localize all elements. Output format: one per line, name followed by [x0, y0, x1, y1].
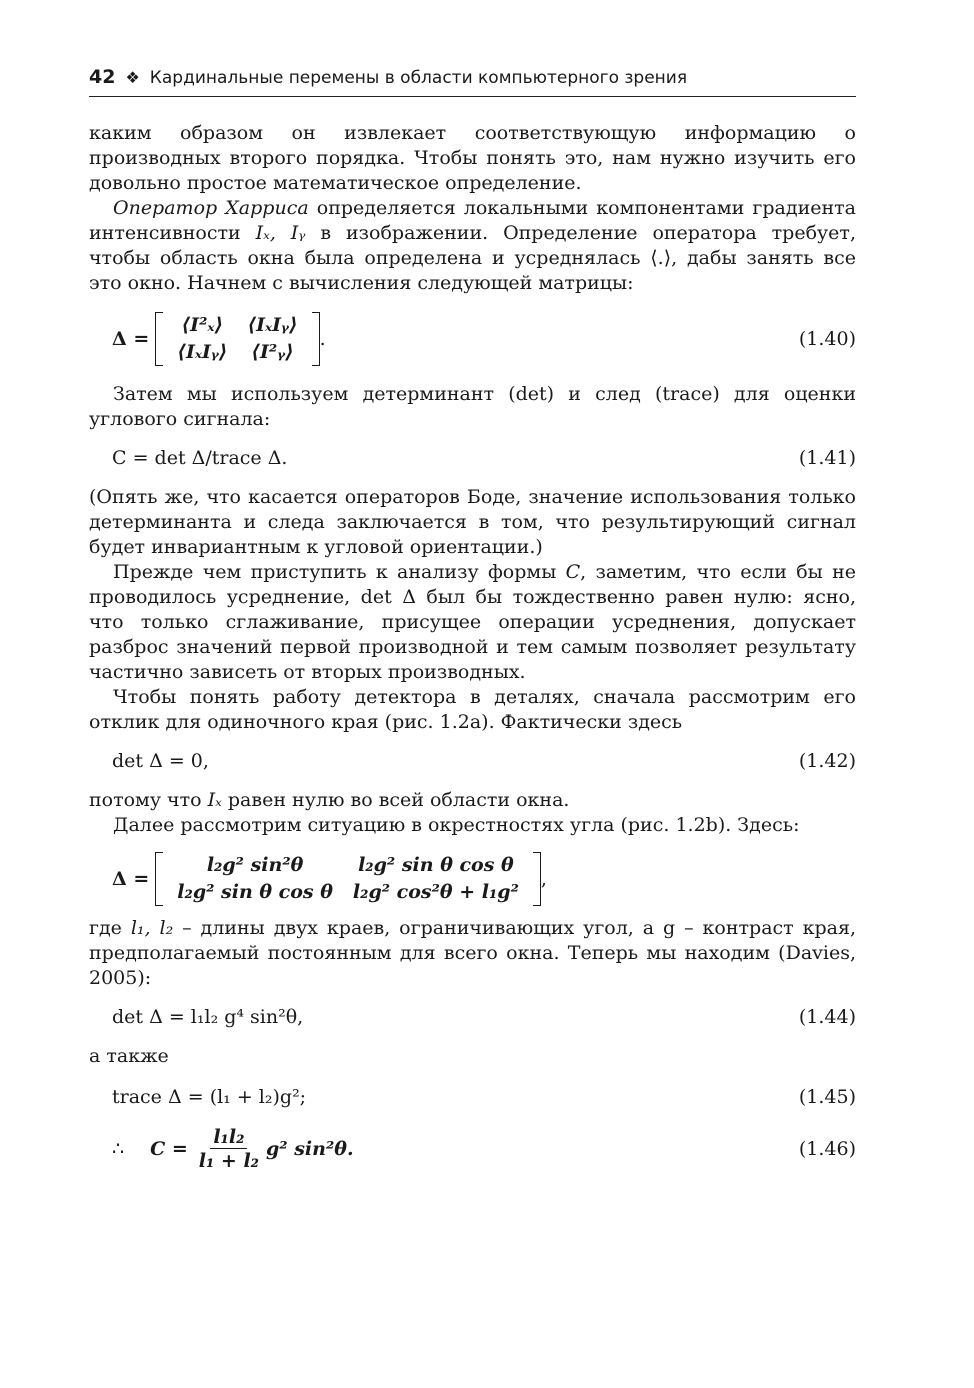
equation-1-42: [89, 749, 856, 774]
paragraph-10: а также: [89, 1045, 169, 1067]
equation-1-46: ∴ C = $\frac{\text{l₁l₂}}{\text{l₁ + l₂}}$ g² sin²θ. (1.46): [112, 1126, 856, 1172]
paragraph-5: Прежде чем приступить к анализу формы C, заметим, что если бы не проводилось усреднение, det Δ был бы тождественно равен нулю: ясно, что только сглаживание, присущее операции усреднения, допускает разброс значений первой производной и тем самым позволяет результату частично зависеть от вторых производных.: [89, 561, 856, 683]
paragraph-7: потому что Iₓ равен нулю во всей области окна.: [89, 789, 570, 811]
equation-number: (1.41): [798, 447, 856, 469]
ornament-icon: ❖: [125, 68, 140, 87]
equation-text: det Δ = l₁l₂ g⁴ sin²θ,: [112, 1006, 304, 1028]
fraction: $\frac{\text{l₁l₂}}{\text{l₁ + l₂}}$: [198, 1126, 259, 1172]
equation-number: (1.45): [798, 1086, 856, 1108]
equation-number: (1.42): [798, 750, 856, 772]
paragraph-3: Затем мы используем детерминант (det) и след (trace) для оценки углового сигнала:: [89, 383, 856, 430]
harris-operator-term: Оператор Харриса: [113, 197, 309, 219]
matrix-cell: ⟨IₓIᵧ⟩: [177, 341, 228, 363]
chapter-title: Кардинальные перемены в области компьютерного зрения: [149, 68, 688, 88]
running-header: [89, 66, 856, 97]
equation-1-44: [89, 1005, 856, 1030]
matrix-cell: l₂g² sin²θ: [206, 854, 304, 876]
matrix-cell: l₂g² sin θ cos θ: [358, 854, 514, 876]
page-number: 42: [89, 66, 116, 88]
matrix-1-40: [155, 312, 319, 366]
paragraph-8: Далее рассмотрим ситуацию в окрестностях угла (рис. 1.2b). Здесь:: [113, 814, 800, 836]
page: [89, 66, 856, 1173]
matrix-cell: l₂g² sin θ cos θ: [177, 881, 333, 903]
page-body: [89, 121, 856, 1173]
equation-number: (1.46): [798, 1138, 856, 1160]
therefore-icon: ∴: [112, 1138, 125, 1160]
paragraph-2: Оператор Харриса определяется локальными компонентами градиента интенсивности Iₓ, Iᵧ в изображении. Определение оператора требует, чтобы область окна была определена и усреднялась ⟨.⟩, дабы занять все это окно. Начнем с вычисления следующей матрицы:: [89, 197, 856, 294]
paragraph-9: где l₁, l₂ – длины двух краев, ограничивающих угол, а g – контраст края, предполагаемый постоянным для всего окна. Теперь мы находим (Davies, 2005):: [89, 917, 856, 989]
matrix-cell: ⟨IₓIᵧ⟩: [247, 314, 298, 336]
matrix-1-43: [155, 852, 541, 906]
equation-1-40: Δ = ⟨I²ₓ⟩ ⟨IₓIᵧ⟩ ⟨IₓIᵧ⟩ ⟨I²ᵧ⟩ . (1.40): [89, 312, 856, 366]
equation-text: C = det Δ/trace Δ.: [112, 447, 288, 469]
equation-number: (1.44): [798, 1006, 856, 1028]
equation-text: det Δ = 0,: [112, 750, 209, 772]
matrix-cell: ⟨I²ᵧ⟩: [251, 341, 294, 363]
paragraph-4: (Опять же, что касается операторов Боде, значение использования только детерминанта и следа заключается в том, что результирующий сигнал будет инвариантным к угловой ориентации.): [89, 486, 856, 558]
inline-math-ix-iy: Iₓ, Iᵧ: [255, 222, 306, 244]
equation-text: trace Δ = (l₁ + l₂)g²;: [112, 1086, 307, 1108]
equation-1-41: [89, 446, 856, 471]
equation-1-45: [89, 1085, 856, 1110]
equation-number: (1.40): [798, 327, 856, 350]
paragraph-1: каким образом он извлекает соответствующую информацию о производных второго порядка. Чтобы понять это, нам нужно изучить его довольно простое математическое определение.: [89, 122, 856, 194]
paragraph-6: Чтобы понять работу детектора в деталях, сначала рассмотрим его отклик для одиночного края (рис. 1.2a). Фактически здесь: [89, 686, 856, 733]
equation-1-43: Δ = l₂g² sin²θ l₂g² sin θ cos θ l₂g² sin θ cos θ l₂g² cos²θ + l₁g² ,: [89, 852, 856, 906]
matrix-cell: l₂g² cos²θ + l₁g²: [352, 881, 519, 903]
matrix-cell: ⟨I²ₓ⟩: [181, 314, 224, 336]
